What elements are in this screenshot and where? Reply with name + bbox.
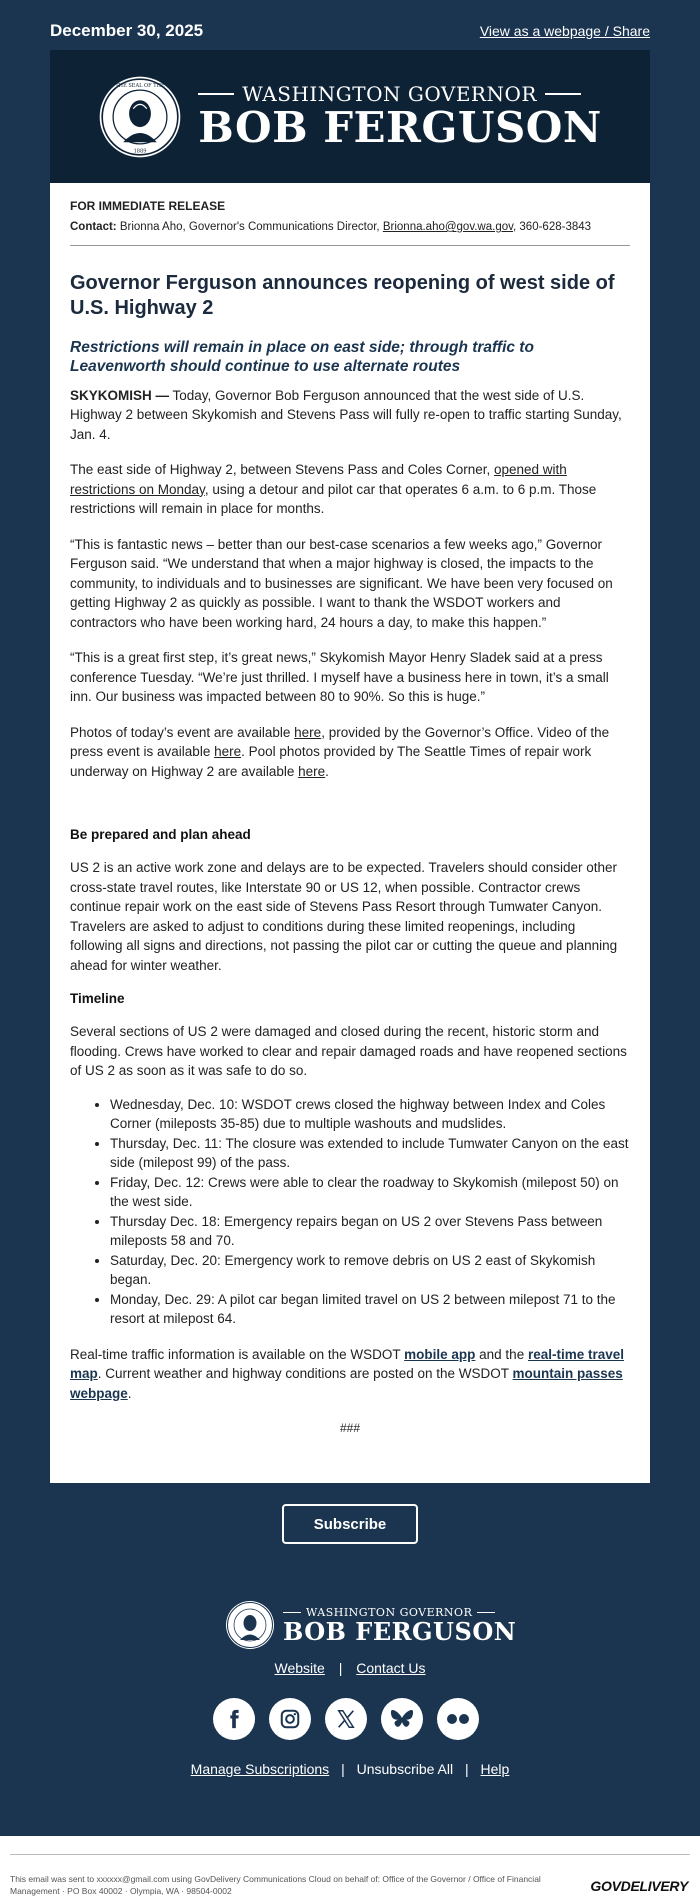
paragraph-1: SKYKOMISH — Today, Governor Bob Ferguson announced that the west side of U.S. Highway 2 between Skykomish and Stevens Pass will fully re-open to traffic starting Sunday, Jan. 4. [70,387,622,442]
social-icons [213,1698,479,1740]
paragraph-3: “This is fantastic news – better than our best-case scenarios a few weeks ago,” Governor Ferguson said. “We understand that when a major highway is closed, the impacts to the community, to individuals and to businesses are significant. We have been very focused on getting Highway 2 as quickly as possible. I want to thank the WSDOT workers and contractors who have been working hard, 24 hours a day, to make this happen.” [70,536,613,630]
state-seal-icon [98,75,182,159]
manage-subscriptions-link[interactable]: Manage Subscriptions [190,1761,330,1777]
press-release-card [50,183,650,1483]
govdelivery-logo: GOVDELIVERY [590,1878,688,1894]
list-item: • Friday, Dec. 12: Crews were able to clear the roadway to Skykomish (milepost 50) on the west side. [110,1173,630,1212]
list-item: • Thursday Dec. 18: Emergency repairs began on US 2 over Stevens Pass between mileposts 58 and 70. [110,1212,630,1251]
flickr-icon[interactable] [437,1698,479,1740]
brand-wordmark [198,82,602,153]
timeline-intro: Several sections of US 2 were damaged and closed during the recent, historic storm and flooding. Crews have worked to clear and repair damaged roads and have reopened sections of US 2 as soon as it was safe to do so. [70,1024,627,1079]
section-title-plan-ahead: Be prepared and plan ahead [70,827,251,843]
list-item: • Monday, Dec. 29: A pilot car began limited travel on US 2 between milepost 71 to the resort at milepost 64. [110,1290,630,1329]
help-link[interactable]: Help [480,1761,510,1777]
headline: Governor Ferguson announces reopening of west side of U.S. Highway 2 [70,272,615,319]
plan-ahead-paragraph: US 2 is an active work zone and delays are to be expected. Travelers should consider other cross-state travel routes, like Interstate 90 or US 12, when possible. Contractor crews continue repair work on the east side of Stevens Pass Resort through Tumwater Canyon. Travelers are asked to adjust to conditions during these limited reopenings, including following all signs and directions, not passing the pilot car or cutting the queue and planning ahead for winter weather. [70,860,618,973]
end-mark: ### [339,1421,361,1436]
mobile-app-link[interactable]: mobile app [404,1346,476,1362]
list-item: • Thursday, Dec. 11: The closure was extended to include Tumwater Canyon on the east side (milepost 99) of the pass. [110,1134,630,1173]
svg-text:THE SEAL OF THE: THE SEAL OF THE [115,82,165,89]
unsubscribe-all-link[interactable]: Unsubscribe All [356,1761,454,1777]
contact-us-link[interactable]: Contact Us [356,1660,426,1676]
subscribe-button[interactable]: Subscribe [282,1504,418,1544]
contact-line: Contact: Brionna Aho, Governor's Communications Director, Brionna.aho@gov.wa.gov, 360-628-3843 [70,221,592,233]
pool-photos-link[interactable]: here [298,763,326,779]
footer-brand-line1: WASHINGTON GOVERNOR [306,1605,473,1619]
bluesky-icon[interactable] [381,1698,423,1740]
governor-banner [50,50,650,183]
mountain-passes-link[interactable]: mountain passes webpage [70,1366,623,1401]
final-paragraph: Real-time traffic information is available on the WSDOT mobile app and the real-time travel map. Current weather and highway conditions are posted on the WSDOT mountain passes webpage. [70,1346,625,1401]
brand-line2: BOB FERGUSON [198,103,602,153]
list-item: • Wednesday, Dec. 10: WSDOT crews closed the highway between Index and Coles Corner (mileposts 35-85) due to multiple washouts and mudslides. [110,1095,630,1134]
section-title-timeline: Timeline [70,991,125,1007]
legal-footer [0,1836,700,1904]
divider [10,1854,690,1855]
svg-text:1889: 1889 [133,147,147,154]
footer-links: Website | Contact Us [274,1660,426,1676]
website-link[interactable]: Website [274,1660,325,1676]
footer-logo [225,1598,516,1652]
email-date: December 30, 2025 [50,21,204,40]
video-link[interactable]: here [214,744,242,760]
manage-links: Manage Subscriptions | Unsubscribe All | Help [190,1761,510,1777]
footer-brand-line2: BOB FERGUSON [283,1616,517,1646]
release-label: FOR IMMEDIATE RELEASE [70,199,226,213]
x-icon[interactable] [325,1698,367,1740]
travel-map-link[interactable]: real-time travel map [70,1346,625,1382]
paragraph-2: The east side of Highway 2, between Stevens Pass and Coles Corner, opened with restrictions on Monday, using a detour and pilot car that operates 6 a.m. to 6 p.m. Those restrictions will remain in place for months. [70,462,597,517]
timeline-list [110,1095,630,1329]
brand-line1: WASHINGTON GOVERNOR [242,82,537,107]
list-item: • Saturday, Dec. 20: Emergency work to remove debris on US 2 east of Skykomish began. [110,1251,630,1290]
photos-link[interactable]: here [294,724,322,740]
facebook-icon[interactable] [213,1698,255,1740]
subheadline: Restrictions will remain in place on east side; through traffic to Leavenworth should continue to use alternate routes [70,339,534,376]
state-seal-icon [225,1600,275,1650]
contact-email-link[interactable]: Brionna.aho@gov.wa.gov [382,221,514,233]
divider [70,245,630,246]
legal-text: This email was sent to xxxxxx@gmail.com using GovDelivery Communications Cloud on behalf of: Office of the Governor / Office of Financial Management · PO Box 40002 · Olympia, WA · 98504-0002 [10,1874,541,1896]
opened-with-restrictions-link[interactable]: opened with restrictions on Monday [70,462,567,497]
view-as-webpage-link[interactable]: View as a webpage / Share [479,23,650,39]
paragraph-4: “This is a great first step, it’s great news,” Skykomish Mayor Henry Sladek said at a press conference Tuesday. “We’re just thrilled. I myself have a business here in town, it’s a small inn. Our business was impacted between 80 to 90%. So this is huge.” [70,650,609,705]
instagram-icon[interactable] [269,1698,311,1740]
paragraph-5: Photos of today’s event are available here, provided by the Governor’s Office. Video of the press event is available here. Pool photos provided by The Seattle Times of repair work underway on Highway 2 are available here. [70,724,610,779]
